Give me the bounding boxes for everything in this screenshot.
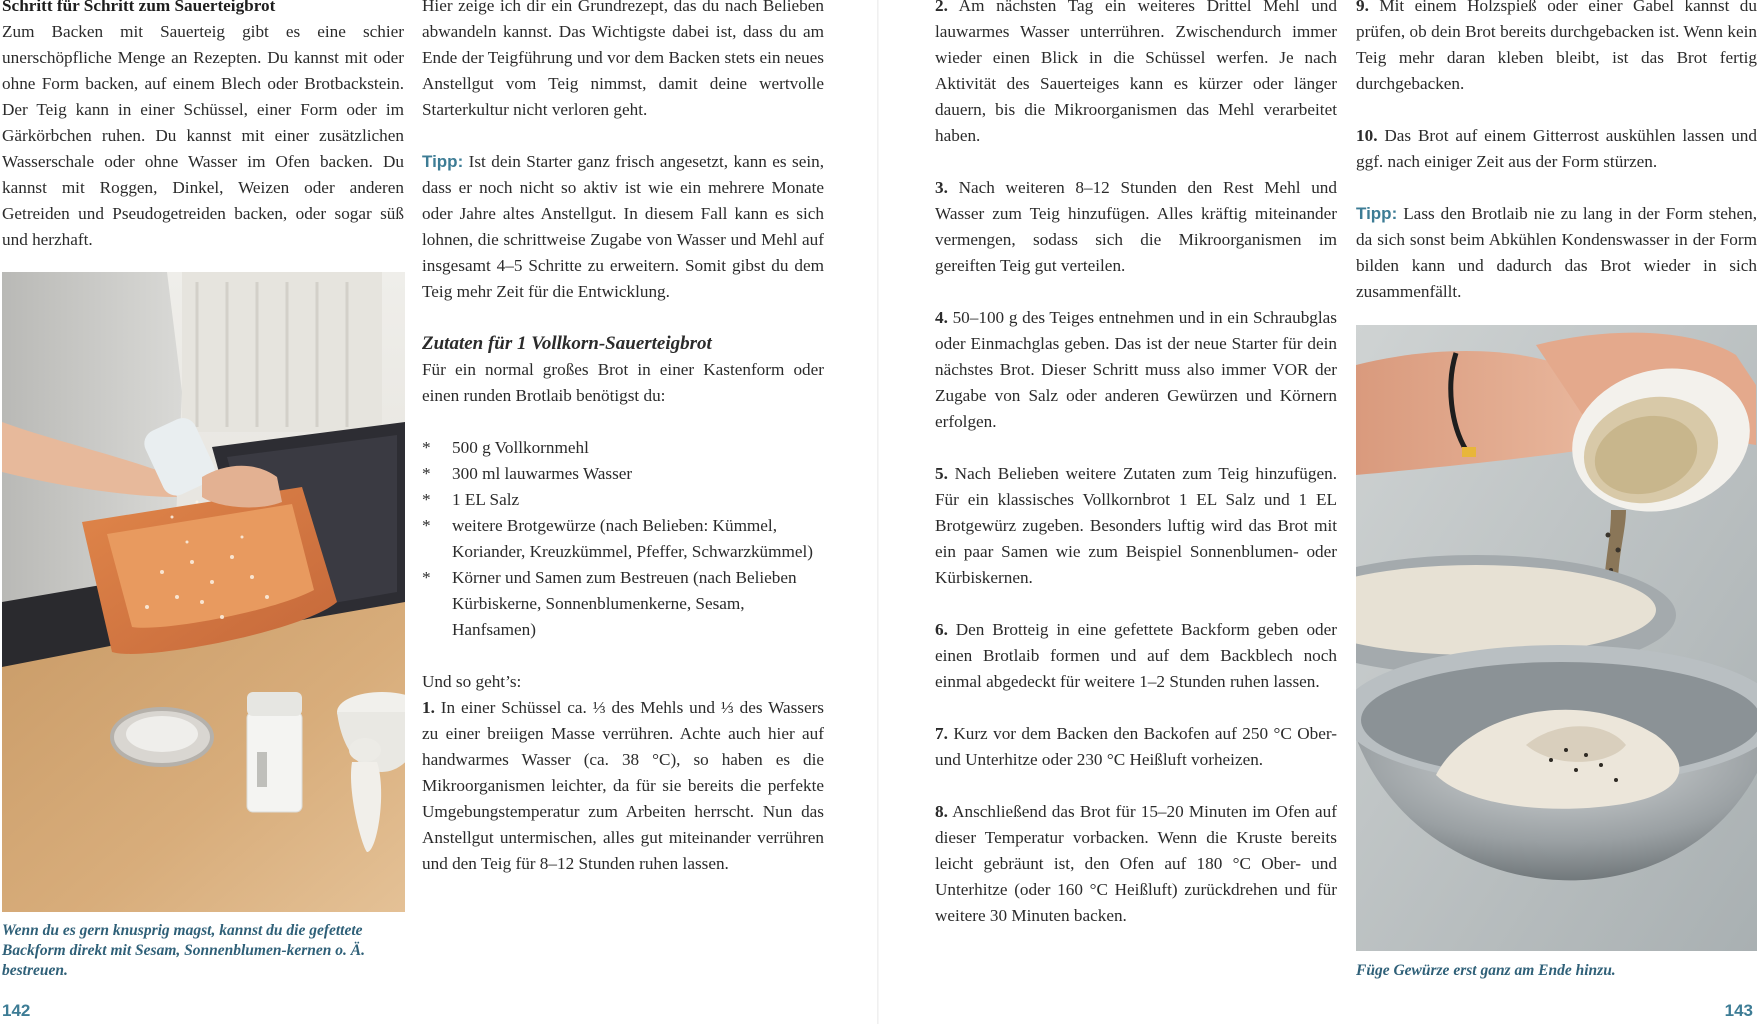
- step-number: 5.: [935, 464, 948, 483]
- page-number-left: 142: [2, 1001, 31, 1020]
- section-heading: Schritt für Schritt zum Sauerteigbrot: [2, 0, 276, 15]
- photo-salting-bread-pan: [2, 272, 405, 912]
- step-3: 3. Nach weiteren 8–12 Stunden den Rest Mehl und Wasser zum Teig hinzufügen. Alles kräftig miteinander vermengen, sodass sich die Mikroorganismen im gereiften Teig gut verteilen.: [935, 178, 1337, 275]
- ingredient-item: * Körner und Samen zum Bestreuen (nach Belieben Kürbiskerne, Sonnenblumenkerne, Sesam, Hanfsamen): [422, 565, 824, 643]
- step-number: 2.: [935, 0, 948, 15]
- ingredients-intro: Für ein normal großes Brot in einer Kastenform oder einen runden Brotlaib benötigst du:: [422, 360, 824, 405]
- step-number: 10.: [1356, 126, 1378, 145]
- photo-caption-left: Wenn du es gern knusprig magst, kannst du die gefettete Backform direkt mit Sesam, Sonnenblumen-kernen o. Ä. bestreuen.: [2, 922, 366, 979]
- step-number: 3.: [935, 178, 948, 197]
- tip-label: Tipp:: [1356, 204, 1398, 223]
- ingredients-heading: Zutaten für 1 Vollkorn-Sauerteigbrot: [422, 333, 712, 354]
- column-4: [1356, 0, 1757, 305]
- ingredient-item: * 300 ml lauwarmes Wasser: [422, 461, 824, 487]
- step-number: 9.: [1356, 0, 1369, 15]
- ingredient-list: [422, 435, 824, 643]
- step-1: 1. In einer Schüssel ca. ⅓ des Mehls und ⅓ des Wassers zu einer breiigen Masse verrühren. Achte auch hier auf handwarmes Wasser (ca. 38 °C), so haben es die Mikroorganismen leichter, da für sie bereits die perfekte Umgebungstemperatur zum Arbeiten herrscht. Nun das Anstellgut untermischen, alles gut miteinander verrühren und den Teig für 8–12 Stunden ruhen lassen.: [422, 698, 824, 873]
- list-bullet: *: [422, 490, 431, 509]
- list-bullet: *: [422, 568, 431, 587]
- step-number: 8.: [935, 802, 948, 821]
- method-intro: Und so geht’s:: [422, 672, 522, 691]
- column-1: [2, 0, 404, 253]
- photo-pouring-spices: [1356, 325, 1757, 951]
- tip-paragraph: Tipp: Lass den Brotlaib nie zu lang in der Form stehen, da sich sonst beim Abkühlen Kondenswasser in der Form bilden kann und dadurch das Brot wieder in sich zusammenfällt.: [1356, 204, 1757, 301]
- ingredient-item: * 1 EL Salz: [422, 487, 824, 513]
- step-number: 7.: [935, 724, 948, 743]
- step-number: 1.: [422, 698, 435, 717]
- tip-label: Tipp:: [422, 152, 464, 171]
- step-8: 8. Anschließend das Brot für 15–20 Minuten im Ofen auf dieser Temperatur vorbacken. Wenn die Kruste bereits leicht gebräunt ist, den Ofen auf 180 °C Ober- und Unterhitze (oder 160 °C Heißluft) zurückdrehen und für weitere 30 Minuten backen.: [935, 802, 1337, 925]
- step-2: 2. Am nächsten Tag ein weiteres Drittel Mehl und lauwarmes Wasser unterrühren. Zwischendurch immer wieder einen Blick in die Schüssel werfen. Je nach Aktivität des Sauerteiges kann es kürzer oder länger dauern, bis die Mikroorganismen das Mehl verarbeitet haben.: [935, 0, 1337, 149]
- step-9: 9. Mit einem Holzspieß oder einer Gabel kannst du prüfen, ob dein Brot bereits durchgebacken ist. Wenn kein Teig mehr daran kleben bleibt, ist das Brot fertig durchgebacken.: [1356, 0, 1757, 97]
- list-bullet: *: [422, 464, 431, 483]
- step-5: 5. Nach Belieben weitere Zutaten zum Teig hinzufügen. Für ein klassisches Vollkornbrot 1 EL Salz und 1 EL Brotgewürz zugeben. Besonders luftig wird das Brot mit ein paar Samen wie zum Beispiel Sonnenblumen- oder Kürbiskernen.: [935, 464, 1337, 587]
- intro-paragraph: Zum Backen mit Sauerteig gibt es eine schier unerschöpfliche Menge an Rezepten. Du kannst mit oder ohne Form backen, auf einem Blech oder Brotbackstein. Der Teig kann in einer Schüssel, einer Form oder im Gärkörbchen ruhen. Du kannst mit einer zusätzlichen Wasserschale oder ohne Wasser im Ofen backen. Du kannst mit Roggen, Dinkel, Weizen oder anderen Getreiden und Pseudogetreiden backen, oder sogar süß und herzhaft.: [2, 22, 404, 249]
- column-2: [422, 0, 824, 877]
- ingredient-item: * weitere Brotgewürze (nach Belieben: Kümmel, Koriander, Kreuzkümmel, Pfeffer, Schwarzkümmel): [422, 513, 824, 565]
- list-bullet: *: [422, 438, 431, 457]
- tip-text: Ist dein Starter ganz frisch angesetzt, kann es sein, dass er noch nicht so aktiv ist wie ein mehrere Monate oder Jahre altes Anstellgut. In diesem Fall kann es sich lohnen, die schrittweise Zugabe von Wasser und Mehl auf insgesamt 4–5 Schritte zu erweitern. Somit gibst du dem Teig mehr Zeit für die Entwicklung.: [422, 152, 824, 301]
- ingredient-item: * 500 g Vollkornmehl: [422, 435, 824, 461]
- page-143: [879, 0, 1757, 1024]
- tip-paragraph: [422, 149, 824, 305]
- page-142: [0, 0, 878, 1024]
- step-10: 10. Das Brot auf einem Gitterrost auskühlen lassen und ggf. nach einiger Zeit aus der Form stürzen.: [1356, 126, 1757, 171]
- step-number: 6.: [935, 620, 948, 639]
- list-bullet: *: [422, 516, 431, 535]
- step-number: 4.: [935, 308, 948, 327]
- step-6: 6. Den Brotteig in eine gefettete Backform geben oder einen Brotlaib formen und auf dem Backblech noch einmal abgedeckt für weitere 1–2 Stunden ruhen lassen.: [935, 620, 1337, 691]
- step-7: 7. Kurz vor dem Backen den Backofen auf 250 °C Ober- und Unterhitze oder 230 °C Heißluft vorheizen.: [935, 724, 1337, 769]
- page-number-right: 143: [1724, 1001, 1753, 1020]
- step-4: 4. 50–100 g des Teiges entnehmen und in ein Schraubglas oder Einmachglas geben. Das ist der neue Starter für dein nächstes Brot. Dieser Schritt muss also immer VOR der Zugabe von Salz oder anderen Gewürzen und Körnern erfolgen.: [935, 308, 1337, 431]
- column-3: [935, 0, 1337, 929]
- photo-caption-right: Füge Gewürze erst ganz am Ende hinzu.: [1356, 962, 1616, 979]
- recipe-intro-paragraph: Hier zeige ich dir ein Grundrezept, das du nach Belieben abwandeln kannst. Das Wichtigste dabei ist, dass du am Ende der Teigführung und vor dem Backen stets ein neues Anstellgut vom Teig nimmst, damit deine wertvolle Starterkultur nicht verloren geht.: [422, 0, 824, 119]
